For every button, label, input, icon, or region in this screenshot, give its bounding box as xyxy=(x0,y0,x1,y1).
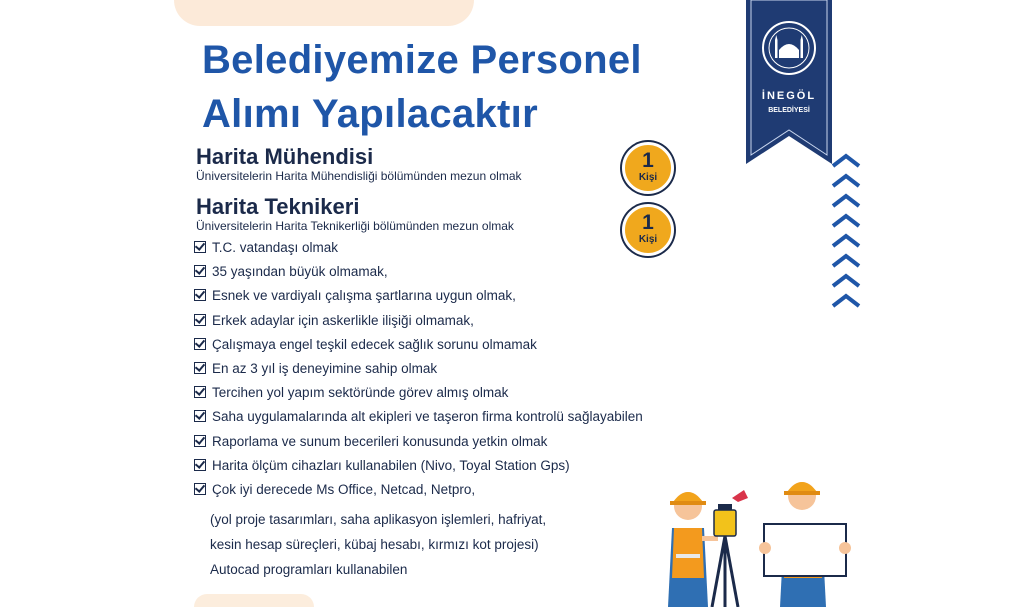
checkbox-checked-icon xyxy=(194,265,206,277)
chevron-up-icon xyxy=(833,296,859,306)
position-title: Harita Teknikeri xyxy=(196,194,360,219)
checkbox-checked-icon xyxy=(194,338,206,350)
chevron-up-icon xyxy=(833,256,859,266)
chevron-up-icon xyxy=(833,176,859,186)
requirement-detail-line: Autocad programları kullanabilen xyxy=(210,562,408,577)
badge-count: 1 xyxy=(642,149,654,172)
theodolite-tripod-icon xyxy=(712,490,748,607)
position-2 xyxy=(196,195,514,233)
chevron-up-icon xyxy=(833,216,859,226)
checkbox-checked-icon xyxy=(194,289,206,301)
requirement-item: Çalışmaya engel teşkil edecek sağlık sorunu olmamak xyxy=(194,337,643,353)
position-1-count-badge xyxy=(622,142,674,194)
ribbon-shape xyxy=(746,0,832,164)
requirement-item: Tercihen yol yapım sektöründe görev almış olmak xyxy=(194,385,643,401)
position-title: Harita Mühendisi xyxy=(196,144,374,169)
checkbox-checked-icon xyxy=(194,483,206,495)
requirement-item: Esnek ve vardiyalı çalışma şartlarına uygun olmak, xyxy=(194,288,643,304)
requirements-list xyxy=(194,240,643,506)
requirement-item: En az 3 yıl iş deneyimine sahip olmak xyxy=(194,361,643,377)
checkbox-checked-icon xyxy=(194,314,206,326)
checkbox-checked-icon xyxy=(194,435,206,447)
worker-with-blueprint-icon xyxy=(759,482,851,607)
checkbox-checked-icon xyxy=(194,386,206,398)
badge-unit: Kişi xyxy=(638,172,658,183)
position-description: Üniversitelerin Harita Teknikerliği bölümünden mezun olmak xyxy=(196,219,514,233)
decorative-chevrons xyxy=(830,152,862,324)
requirement-item: T.C. vatandaşı olmak xyxy=(194,240,643,256)
chevron-up-icon xyxy=(833,276,859,286)
position-1 xyxy=(196,145,522,183)
requirement-item: Çok iyi derecede Ms Office, Netcad, Netpro, xyxy=(194,482,643,498)
surveyor-workers-illustration xyxy=(652,458,860,607)
checkbox-checked-icon xyxy=(194,241,206,253)
chevron-up-icon xyxy=(833,236,859,246)
decorative-shape-bottom xyxy=(194,594,314,607)
badge-unit: Kişi xyxy=(638,234,658,245)
requirement-item: Erkek adaylar için askerlikle ilişiği olmamak, xyxy=(194,313,643,329)
requirement-item: Raporlama ve sunum becerileri konusunda yetkin olmak xyxy=(194,434,643,450)
requirement-detail-line: (yol proje tasarımları, saha aplikasyon işlemleri, hafriyat, xyxy=(210,512,547,527)
requirement-item: 35 yaşından büyük olmamak, xyxy=(194,264,643,280)
municipality-logo-ribbon xyxy=(746,0,832,164)
chevron-up-icon xyxy=(833,156,859,166)
poster-title-line2: Alımı Yapılacaktır xyxy=(202,92,538,136)
decorative-shape-top xyxy=(174,0,474,26)
job-announcement-poster xyxy=(154,0,864,607)
requirement-item: Harita ölçüm cihazları kullanabilen (Nivo, Toyal Station Gps) xyxy=(194,458,643,474)
position-description: Üniversitelerin Harita Mühendisliği bölümünden mezun olmak xyxy=(196,169,522,183)
requirement-detail-line: kesin hesap süreçleri, kübaj hesabı, kırmızı kot projesi) xyxy=(210,537,539,552)
chevron-up-icon xyxy=(833,196,859,206)
logo-name-line2: BELEDİYESİ xyxy=(768,107,810,114)
logo-name-line1: İNEGÖL xyxy=(761,90,817,102)
badge-count: 1 xyxy=(642,211,654,234)
checkbox-checked-icon xyxy=(194,362,206,374)
checkbox-checked-icon xyxy=(194,410,206,422)
surveyor-worker-icon xyxy=(668,492,718,607)
poster-title-line1: Belediyemize Personel xyxy=(202,38,642,82)
requirement-item: Saha uygulamalarında alt ekipleri ve taşeron firma kontrolü sağlayabilen xyxy=(194,409,643,425)
checkbox-checked-icon xyxy=(194,459,206,471)
